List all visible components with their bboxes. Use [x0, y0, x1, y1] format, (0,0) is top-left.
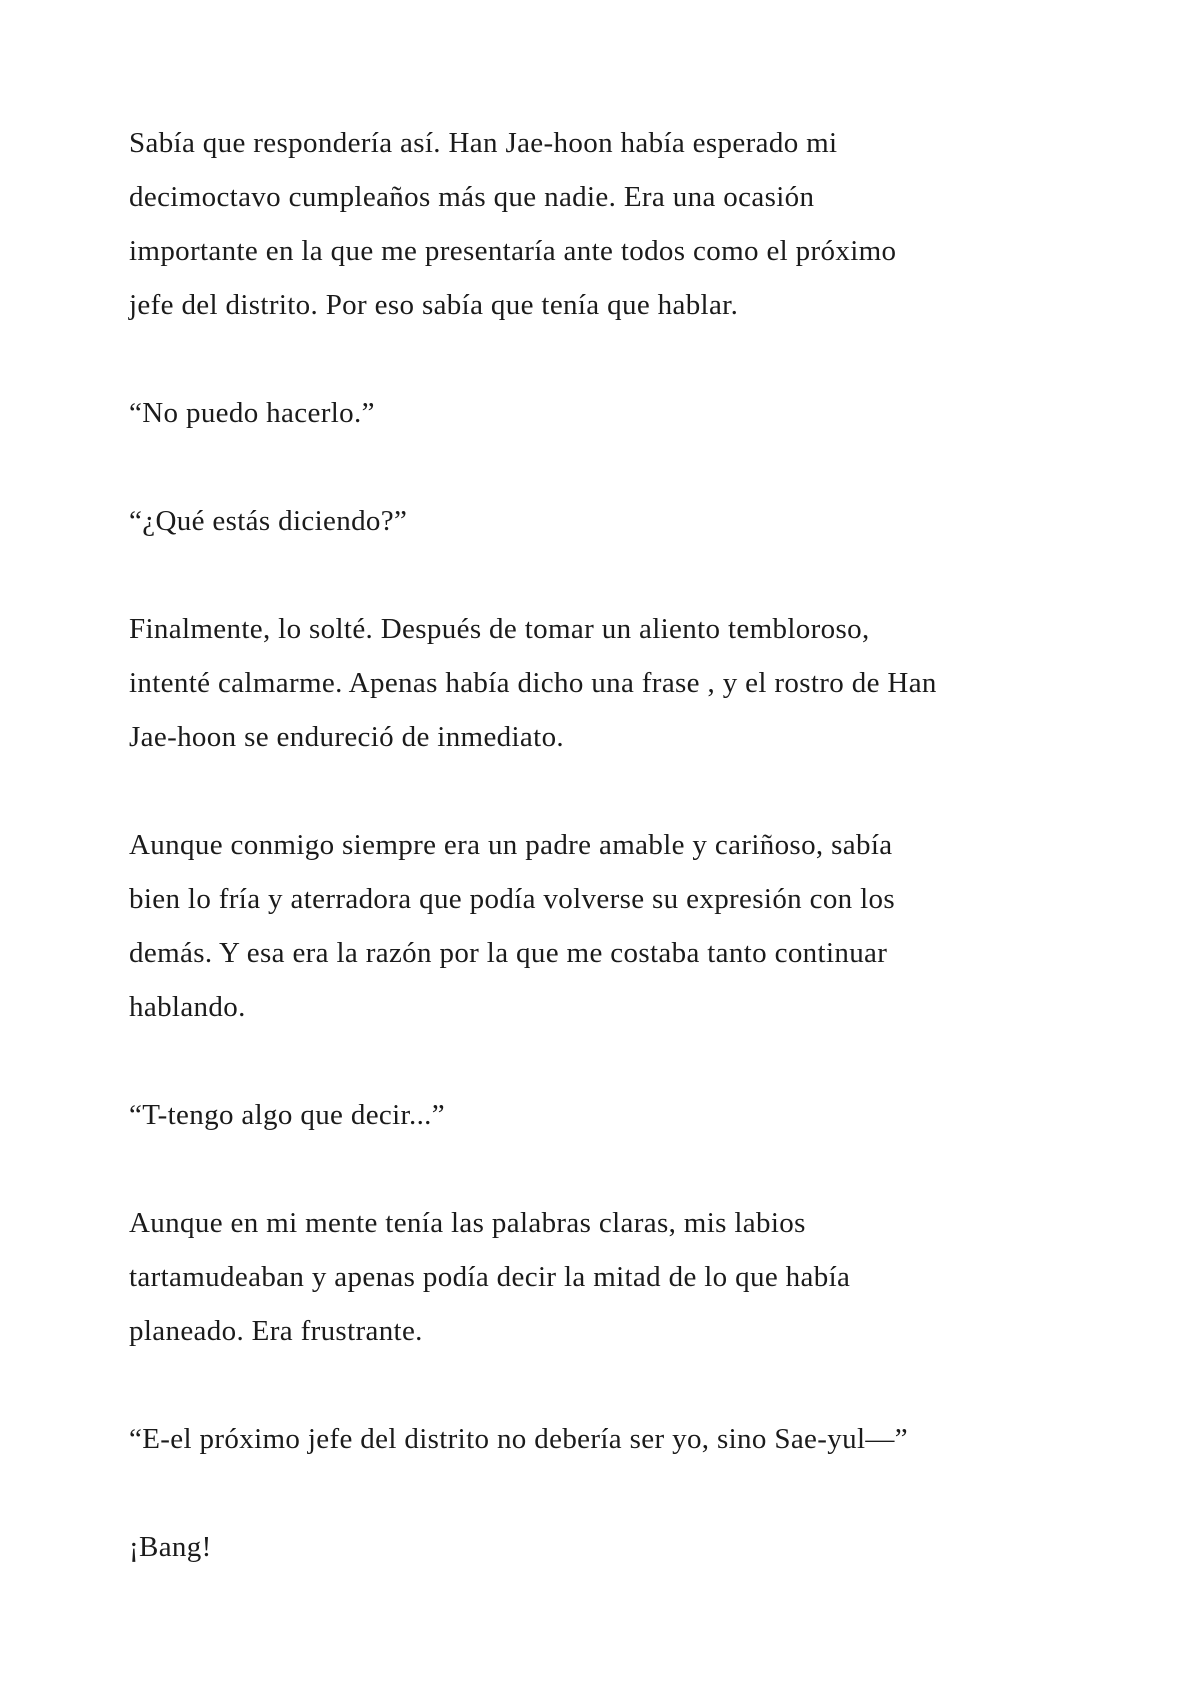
text-line: jefe del distrito. Por eso sabía que tenía que hablar. — [129, 289, 739, 321]
paragraph-dialogue-4 — [129, 1412, 1129, 1466]
paragraph-dialogue-2 — [129, 494, 1129, 548]
text-line: intenté calmarme. Apenas había dicho una frase , y el rostro de Han — [129, 667, 937, 699]
paragraph-sound-effect — [129, 1520, 1129, 1574]
document-page — [129, 116, 1129, 1628]
text-line: Finalmente, lo solté. Después de tomar un aliento tembloroso, — [129, 613, 870, 645]
text-line: Jae-hoon se endureció de inmediato. — [129, 721, 565, 753]
text-line: hablando. — [129, 991, 246, 1023]
paragraph-narration-4 — [129, 1196, 1129, 1358]
text-line: tartamudeaban y apenas podía decir la mitad de lo que había — [129, 1261, 851, 1293]
text-line: Sabía que respondería así. Han Jae-hoon había esperado mi — [129, 127, 838, 159]
text-line: bien lo fría y aterradora que podía volverse su expresión con los — [129, 883, 896, 915]
paragraph-dialogue-1 — [129, 386, 1129, 440]
text-line: “T-tengo algo que decir...” — [129, 1099, 445, 1131]
paragraph-dialogue-3 — [129, 1088, 1129, 1142]
text-line: “E-el próximo jefe del distrito no debería ser yo, sino Sae-yul—” — [129, 1423, 908, 1455]
paragraph-narration-2 — [129, 602, 1129, 764]
text-line: importante en la que me presentaría ante todos como el próximo — [129, 235, 897, 267]
text-line: decimoctavo cumpleaños más que nadie. Era una ocasión — [129, 181, 815, 213]
text-line: demás. Y esa era la razón por la que me costaba tanto continuar — [129, 937, 888, 969]
text-line: ¡Bang! — [129, 1531, 212, 1563]
text-line: planeado. Era frustrante. — [129, 1315, 423, 1347]
text-line: “No puedo hacerlo.” — [129, 397, 375, 429]
paragraph-narration-3 — [129, 818, 1129, 1034]
text-line: Aunque conmigo siempre era un padre amable y cariñoso, sabía — [129, 829, 893, 861]
text-line: Aunque en mi mente tenía las palabras claras, mis labios — [129, 1207, 806, 1239]
text-line: “¿Qué estás diciendo?” — [129, 505, 408, 537]
paragraph-narration-1 — [129, 116, 1129, 332]
